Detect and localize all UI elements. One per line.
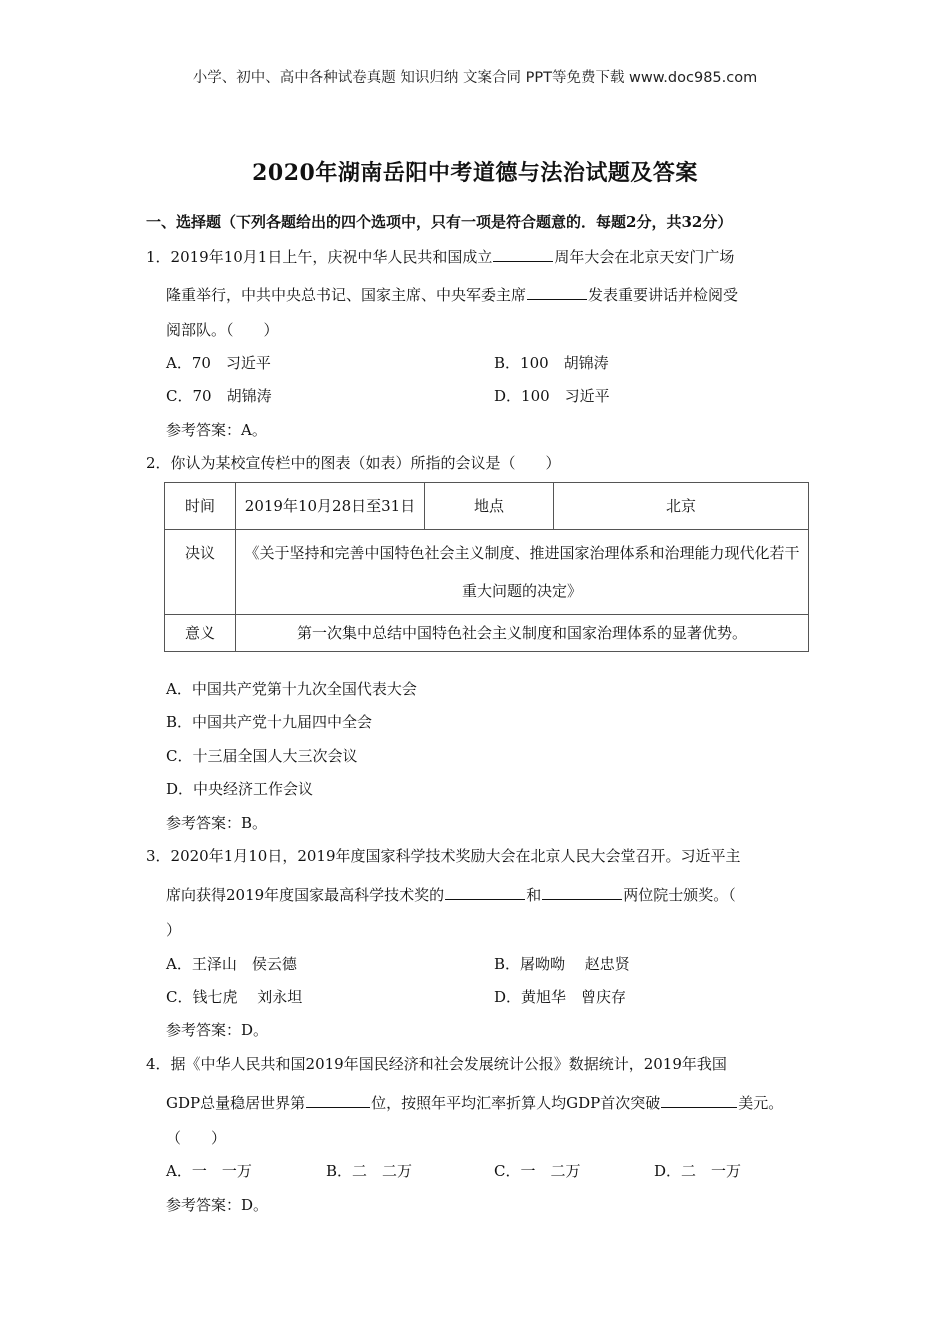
- q1-answer: 参考答案：A。: [166, 421, 267, 439]
- table-label-place: 地点: [425, 483, 554, 530]
- table-value-place: 北京: [554, 483, 809, 530]
- q3-line3: ）: [166, 921, 182, 939]
- q1-option-b: B．100 胡锦涛: [494, 354, 609, 372]
- q4-text: GDP总量稳居世界第: [166, 1094, 306, 1112]
- q3-option-d: D．黄旭华 曾庆存: [494, 988, 627, 1006]
- q3-line2: [166, 884, 736, 905]
- q4-line1: 4．据《中华人民共和国2019年国民经济和社会发展统计公报》数据统计，2019年我国: [146, 1055, 727, 1073]
- q4-option-b: B．二 二万: [326, 1162, 413, 1180]
- q1-option-d: D．100 习近平: [494, 387, 610, 405]
- q3-text: 和: [526, 886, 542, 904]
- q1-blank-1: [493, 246, 553, 262]
- q4-blank-1: [306, 1092, 370, 1108]
- table-label-resolution: 决议: [165, 530, 236, 615]
- q1-text: 1．2019年10月1日上午，庆祝中华人民共和国成立: [146, 248, 493, 266]
- q4-line3: （ ）: [166, 1129, 227, 1147]
- q3-option-b: B．屠呦呦 赵忠贤: [494, 955, 630, 973]
- q4-text: 美元。: [738, 1094, 784, 1112]
- q3-text: 两位院士颁奖。（: [623, 886, 736, 904]
- q1-line2: [166, 284, 738, 305]
- table-label-meaning: 意义: [165, 615, 236, 652]
- q1-text: 周年大会在北京天安门广场: [554, 248, 735, 266]
- q2-option-a: A．中国共产党第十九次全国代表大会: [166, 680, 417, 698]
- q3-option-c: C．钱七虎 刘永坦: [166, 988, 303, 1006]
- table-value-resolution: 《关于坚持和完善中国特色社会主义制度、推进国家治理体系和治理能力现代化若干重大问题的决定》: [236, 530, 809, 615]
- site-header: 小学、初中、高中各种试卷真题 知识归纳 文案合同 PPT等免费下载 www.doc985.com: [192, 70, 758, 86]
- q3-blank-2: [542, 884, 622, 900]
- q4-answer: 参考答案：D。: [166, 1196, 269, 1214]
- q2-stem: 2．你认为某校宣传栏中的图表（如表）所指的会议是（ ）: [146, 454, 561, 472]
- q3-option-a: A．王泽山 侯云德: [166, 955, 297, 973]
- q2-option-b: B．中国共产党十九届四中全会: [166, 713, 373, 731]
- q4-option-a: A．一 一万: [166, 1162, 252, 1180]
- table-value-meaning: 第一次集中总结中国特色社会主义制度和国家治理体系的显著优势。: [236, 615, 809, 652]
- q4-blank-2: [661, 1092, 737, 1108]
- page-title: 2020年湖南岳阳中考道德与法治试题及答案: [252, 160, 698, 186]
- q2-option-d: D．中央经济工作会议: [166, 780, 314, 798]
- q1-text: 发表重要讲话并检阅受: [588, 286, 739, 304]
- q4-text: 位，按照年平均汇率折算人均GDP首次突破: [371, 1094, 661, 1112]
- q1-blank-2: [527, 284, 587, 300]
- q3-text: 席向获得2019年度国家最高科学技术奖的: [166, 886, 445, 904]
- q1-option-a: A．70 习近平: [166, 354, 271, 372]
- q1-option-c: C．70 胡锦涛: [166, 387, 272, 405]
- table-value-time: 2019年10月28日至31日: [236, 483, 425, 530]
- q4-line2: [166, 1092, 783, 1113]
- q1-line3: 阅部队。（ ）: [166, 321, 279, 339]
- q2-option-c: C．十三届全国人大三次会议: [166, 747, 358, 765]
- q3-answer: 参考答案：D。: [166, 1021, 269, 1039]
- q3-line1: 3．2020年1月10日，2019年度国家科学技术奖励大会在北京人民大会堂召开。习近平主: [146, 847, 741, 865]
- section-heading: 一、选择题（下列各题给出的四个选项中，只有一项是符合题意的．每题2分，共32分）: [146, 213, 733, 231]
- q1-text: 隆重举行，中共中央总书记、国家主席、中央军委主席: [166, 286, 527, 304]
- q4-option-c: C．一 二万: [494, 1162, 581, 1180]
- q3-blank-1: [445, 884, 525, 900]
- meeting-table: [164, 482, 809, 652]
- q1-line1: [146, 246, 734, 267]
- q4-option-d: D．二 一万: [654, 1162, 742, 1180]
- q2-answer: 参考答案：B。: [166, 814, 268, 832]
- table-label-time: 时间: [165, 483, 236, 530]
